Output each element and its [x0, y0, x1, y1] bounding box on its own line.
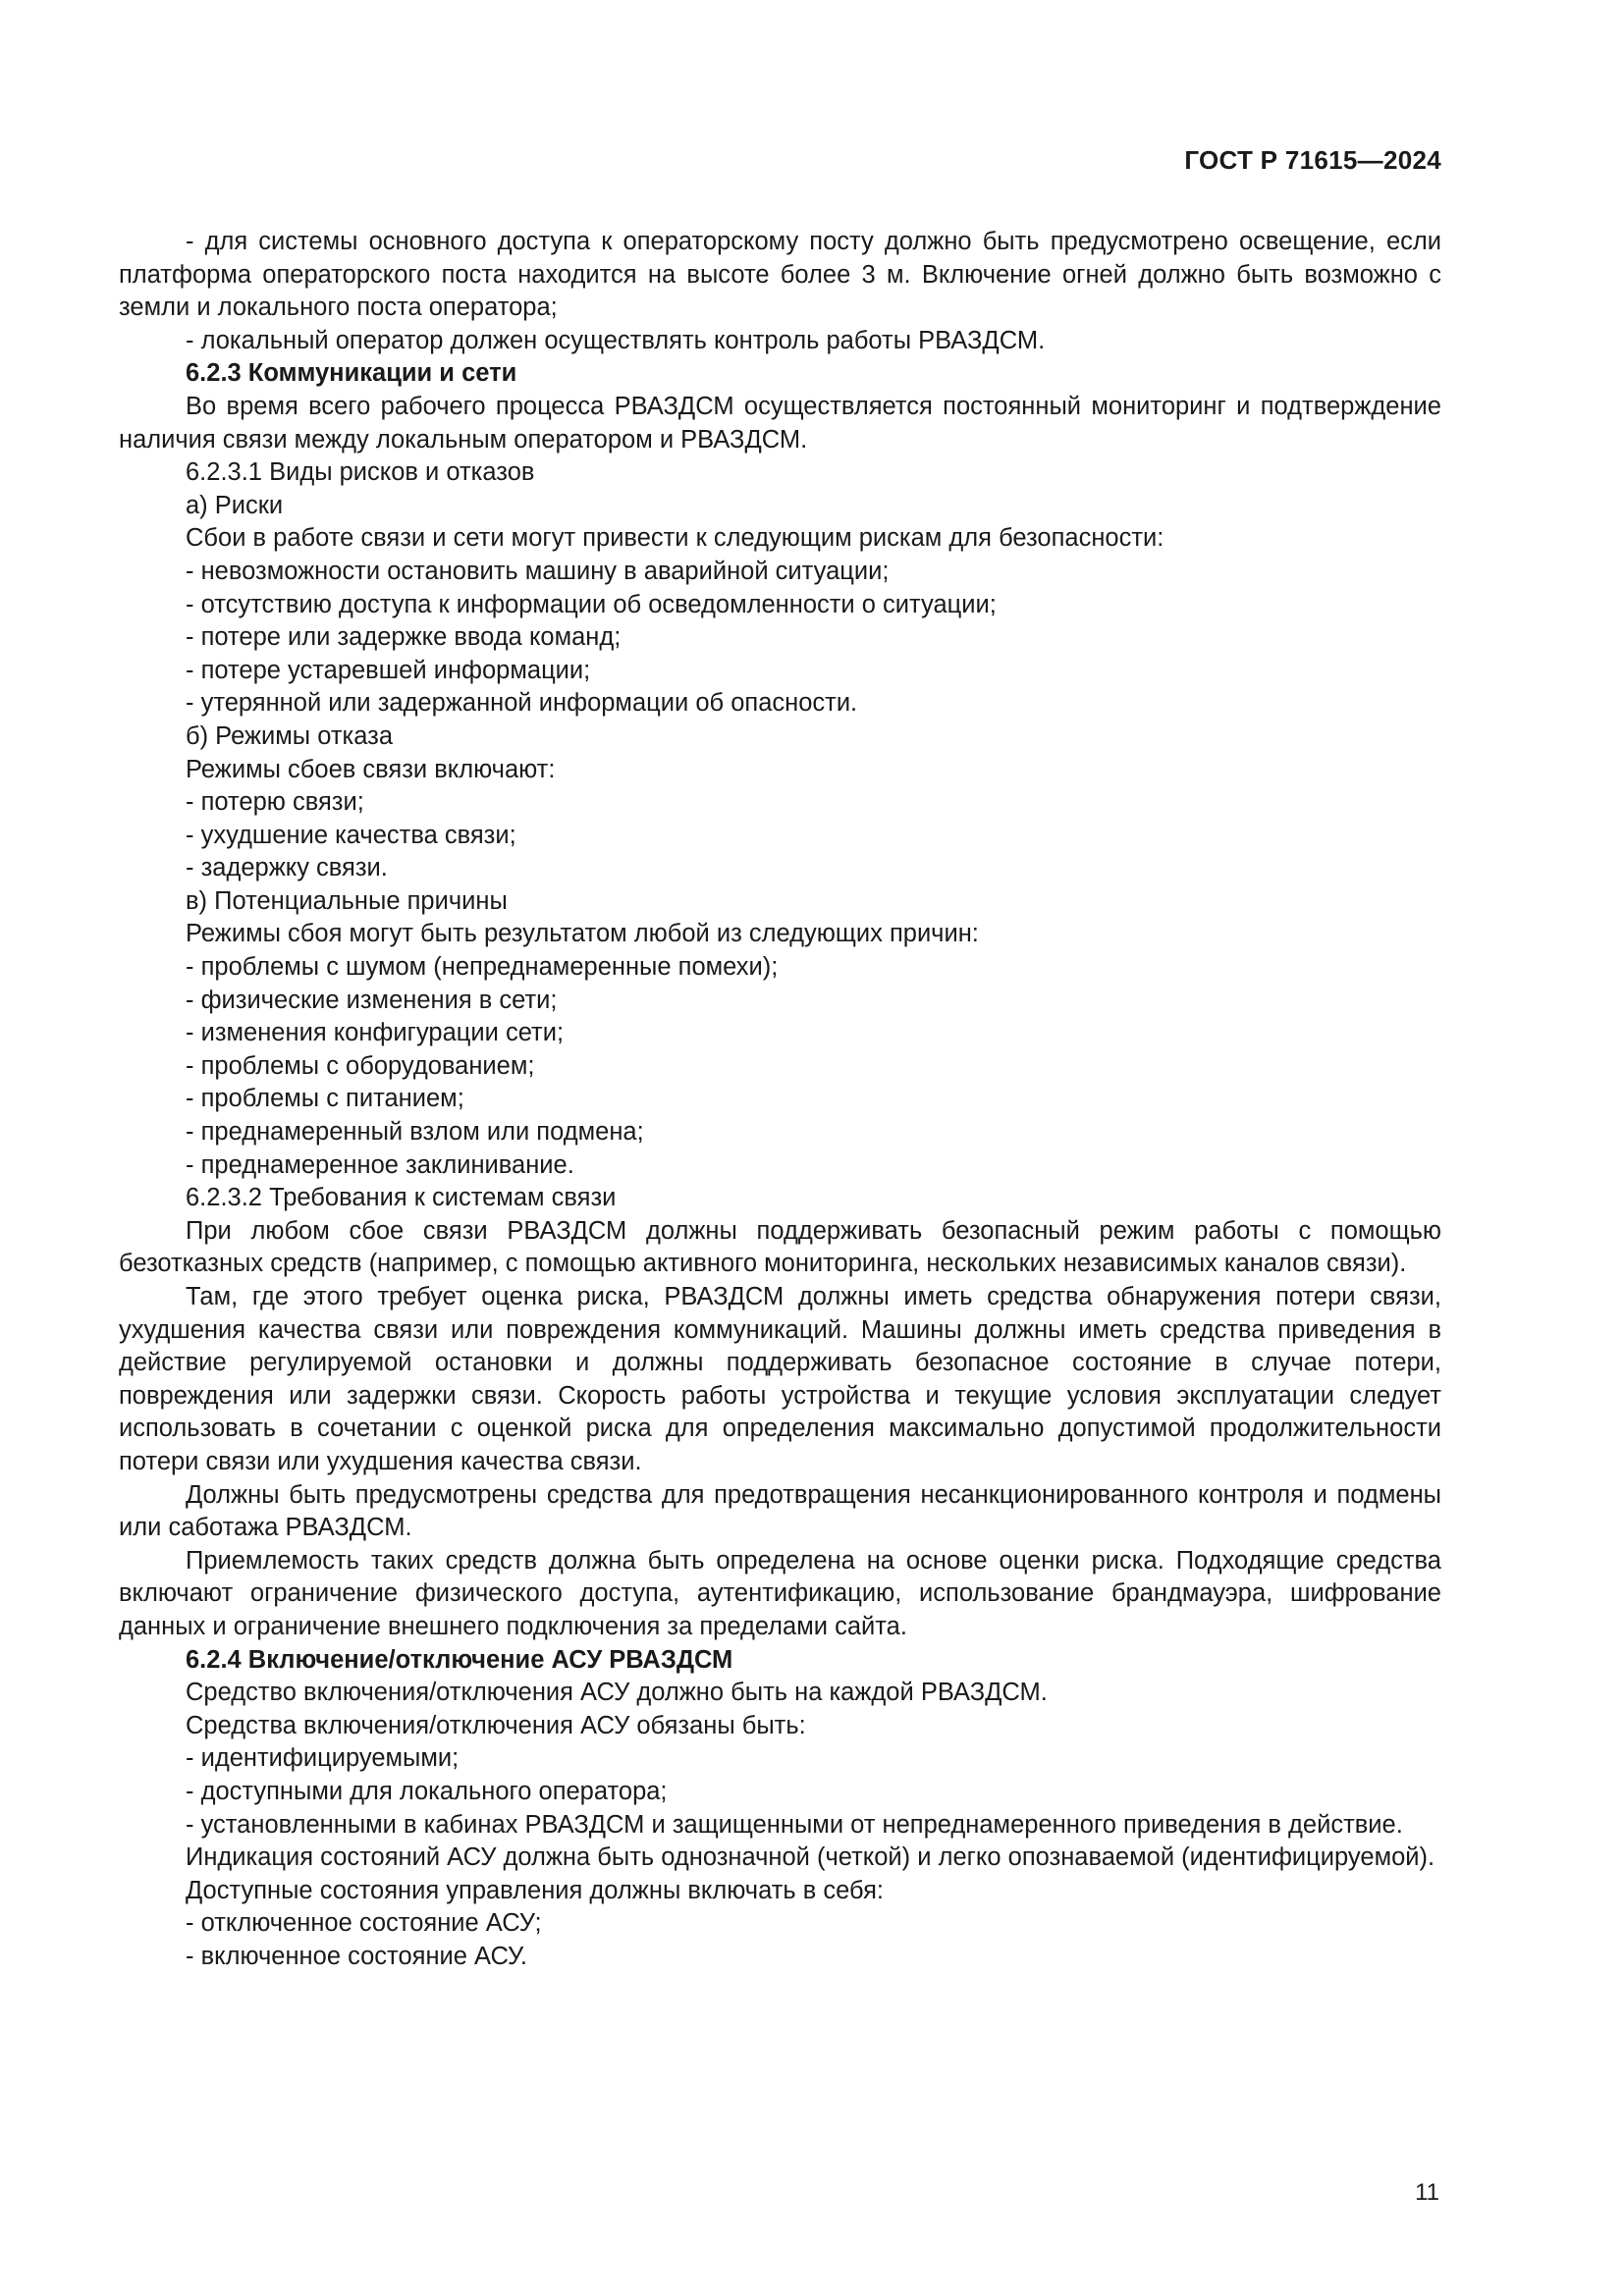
list-item: - отсутствию доступа к информации об осведомленности о ситуации; — [186, 590, 997, 618]
page-number: 11 — [1415, 2179, 1439, 2206]
paragraph: Режимы сбоя могут быть результатом любой из следующих причин: — [186, 920, 979, 948]
list-item: - потерю связи; — [186, 788, 364, 817]
list-item: - преднамеренный взлом или подмена; — [186, 1118, 644, 1147]
list-heading: в) Потенциальные причины — [186, 886, 508, 915]
list-item: - задержку связи. — [186, 854, 388, 882]
list-item: - преднамеренное заклинивание. — [186, 1150, 574, 1179]
section-heading: 6.2.3 Коммуникации и сети — [186, 359, 517, 388]
paragraph: Там, где этого требует оценка риска, РВАЗДСМ должны иметь средства обнаружения потери связи, ухудшения качества связи или повреждения коммуникаций. Машины должны иметь средства приведения в действие регулируемой остановки и должны поддерживать безопасное состояние в случае потери, повреждения или задержки связи. Скорость работы устройства и текущие условия эксплуатации следует использовать в сочетании с оценкой риска для определения максимально допустимой продолжительности потери связи или ухудшения качества связи. — [119, 1283, 1441, 1475]
list-item: - отключенное состояние АСУ; — [186, 1909, 542, 1938]
list-item: - проблемы с питанием; — [186, 1085, 464, 1113]
list-item: - невозможности остановить машину в аварийной ситуации; — [186, 557, 890, 585]
subsection-title: 6.2.3.2 Требования к системам связи — [186, 1184, 617, 1212]
paragraph: Приемлемость таких средств должна быть определена на основе оценки риска. Подходящие средства включают ограничение физического доступа, аутентификацию, использование брандмауэра, шифрование данных и ограничение внешнего подключения за пределами сайта. — [119, 1546, 1441, 1640]
list-item: - доступными для локального оператора; — [186, 1777, 668, 1805]
paragraph: Доступные состояния управления должны включать в себя: — [186, 1876, 884, 1904]
list-item: - идентифицируемыми; — [186, 1744, 460, 1773]
list-item: - физические изменения в сети; — [186, 986, 558, 1014]
subsection-title: 6.2.3.1 Виды рисков и отказов — [186, 458, 535, 487]
list-item: - ухудшение качества связи; — [186, 821, 516, 849]
list-item: - утерянной или задержанной информации об опасности. — [186, 689, 858, 718]
paragraph: Во время всего рабочего процесса РВАЗДСМ осуществляется постоянный мониторинг и подтверждение наличия связи между локальным оператором и РВАЗДСМ. — [119, 392, 1441, 454]
list-item: - проблемы с шумом (непреднамеренные помехи); — [186, 953, 779, 982]
paragraph: Режимы сбоев связи включают: — [186, 755, 556, 783]
paragraph: Должны быть предусмотрены средства для предотвращения несанкционированного контроля и подмены или саботажа РВАЗДСМ. — [119, 1480, 1441, 1542]
document-code: ГОСТ Р 71615—2024 — [1184, 145, 1441, 175]
list-item: - проблемы с оборудованием; — [186, 1051, 535, 1080]
paragraph: Средства включения/отключения АСУ обязаны быть: — [186, 1711, 806, 1739]
paragraph: При любом сбое связи РВАЗДСМ должны поддерживать безопасный режим работы с помощью безотказных средств (например, с помощью активного мониторинга, нескольких независимых каналов связи). — [119, 1216, 1441, 1278]
paragraph: Средство включения/отключения АСУ должно быть на каждой РВАЗДСМ. — [186, 1679, 1048, 1707]
paragraph: Сбои в работе связи и сети могут привести к следующим рискам для безопасности: — [186, 524, 1164, 553]
paragraph: - для системы основного доступа к операторскому посту должно быть предусмотрено освещение, если платформа операторского поста находится на высоте более 3 м. Включение огней должно быть возможно с земли и локального поста оператора; — [119, 228, 1441, 322]
list-item: - потере или задержке ввода команд; — [186, 623, 622, 652]
list-item: - включенное состояние АСУ. — [186, 1942, 527, 1970]
list-item: - потере устаревшей информации; — [186, 656, 591, 684]
document-body — [119, 226, 1441, 1973]
list-heading: б) Режимы отказа — [186, 721, 393, 750]
paragraph: Индикация состояний АСУ должна быть однозначной (четкой) и легко опознаваемой (идентифицируемой). — [186, 1843, 1435, 1872]
list-item: - изменения конфигурации сети; — [186, 1019, 565, 1047]
paragraph: - локальный оператор должен осуществлять контроль работы РВАЗДСМ. — [186, 326, 1046, 354]
list-heading: а) Риски — [186, 491, 284, 519]
list-item: - установленными в кабинах РВАЗДСМ и защищенными от непреднамеренного приведения в действие. — [186, 1810, 1403, 1839]
section-heading: 6.2.4 Включение/отключение АСУ РВАЗДСМ — [186, 1645, 733, 1674]
